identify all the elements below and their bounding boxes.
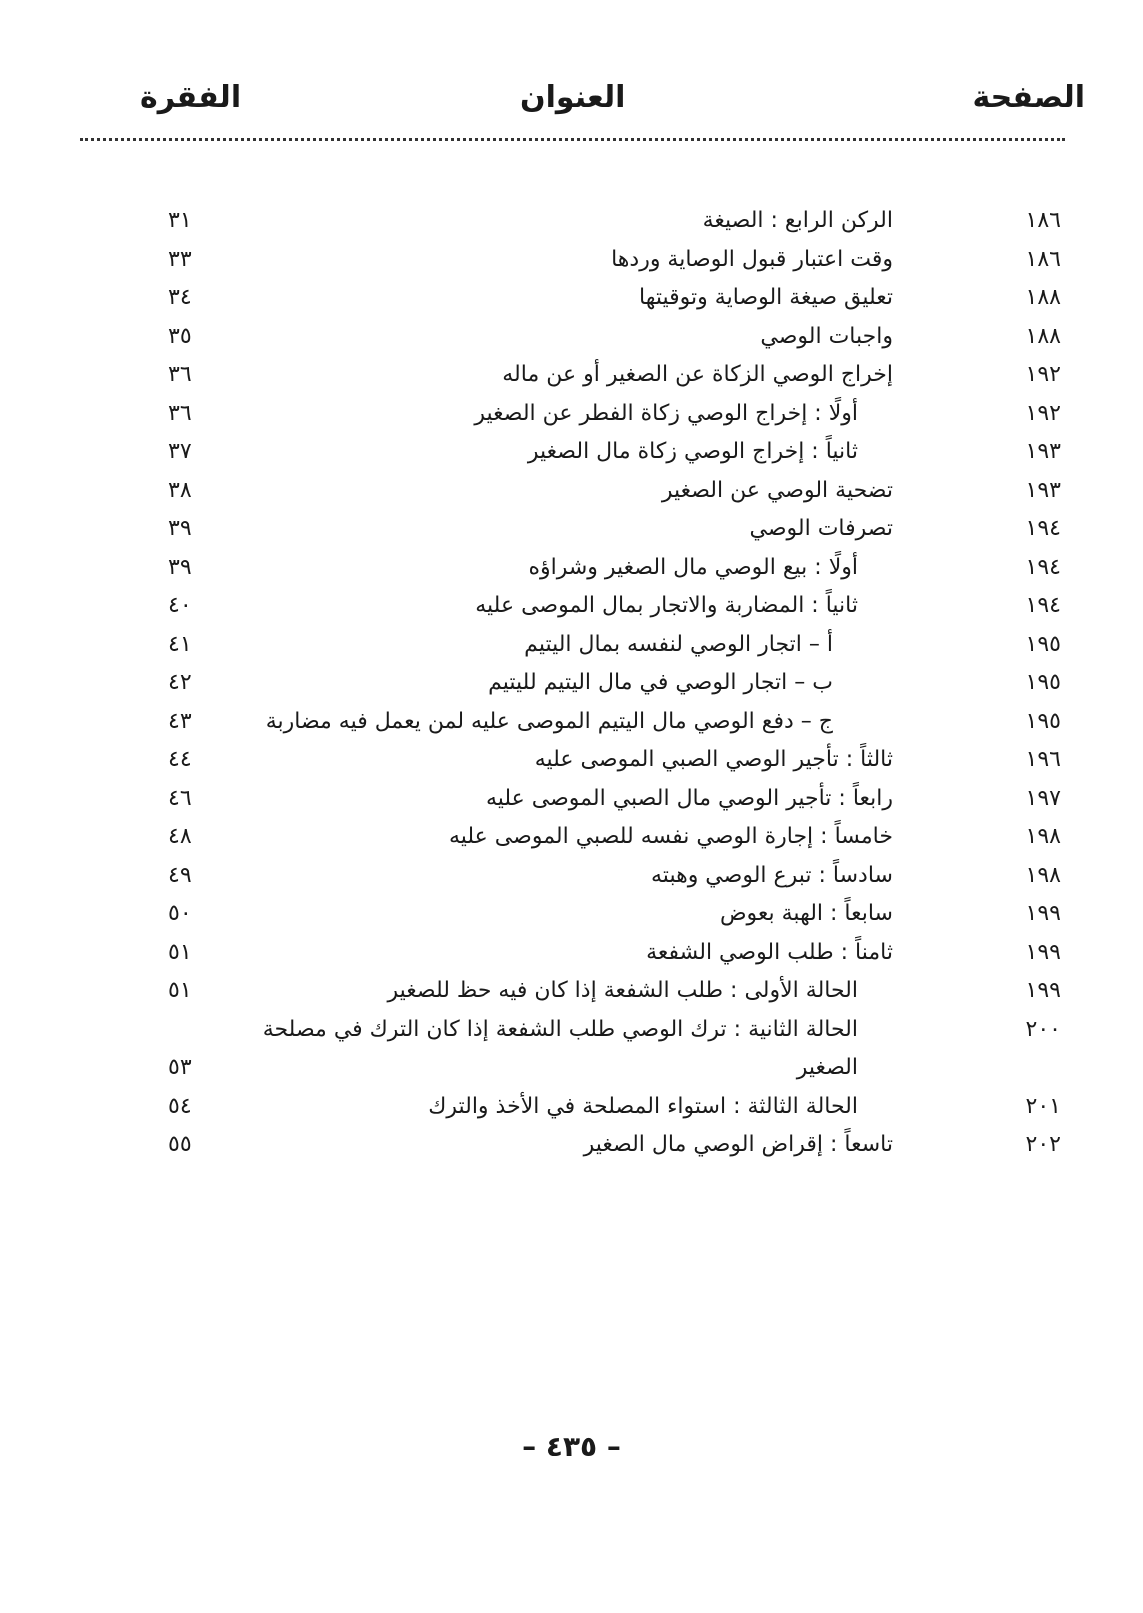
entry-page-number: ١٨٨ <box>1025 285 1061 310</box>
entry-title: ثامناً : طلب الوصي الشفعة <box>646 939 893 965</box>
entry-paragraph-number: ٤٦ <box>168 785 192 811</box>
entry-paragraph-number: ٣٥ <box>168 323 192 349</box>
entry-paragraph-number: ٥٣ <box>168 1054 192 1080</box>
entry-page-number: ١٩٤ <box>1025 554 1061 580</box>
entry-title: تعليق صيغة الوصاية وتوقيتها <box>639 285 893 310</box>
entry-paragraph-number: ٤٢ <box>168 670 192 695</box>
toc-list <box>0 202 1143 1165</box>
toc-entry <box>0 626 1143 665</box>
toc-entry <box>0 1011 1143 1088</box>
entry-paragraph-number: ٣١ <box>168 208 192 233</box>
entry-title: أولًا : بيع الوصي مال الصغير وشراؤه <box>528 554 858 580</box>
entry-page-number: ١٩٨ <box>1025 824 1061 849</box>
entry-title: ثالثاً : تأجير الوصي الصبي الموصى عليه <box>534 747 893 772</box>
header-para-label: الفقرة <box>140 80 242 115</box>
entry-paragraph-number: ٣٨ <box>168 477 192 503</box>
entry-title: ب – اتجار الوصي في مال اليتيم لليتيم <box>488 670 833 695</box>
entry-title: ثانياً : المضاربة والاتجار بمال الموصى عليه <box>475 593 858 618</box>
entry-page-number: ٢٠٢ <box>1025 1132 1061 1157</box>
entry-paragraph-number: ٣٧ <box>168 439 192 464</box>
toc-entry <box>0 318 1143 357</box>
entry-paragraph-number: ٤٣ <box>168 708 192 734</box>
entry-paragraph-number: ٥١ <box>168 939 192 965</box>
toc-entry <box>0 664 1143 703</box>
entry-paragraph-number: ٣٦ <box>168 400 192 426</box>
entry-page-number: ١٩٥ <box>1025 708 1061 734</box>
header-page-label: الصفحة <box>972 80 1085 115</box>
entry-paragraph-number: ٤٠ <box>168 593 192 618</box>
entry-paragraph-number: ٥٤ <box>168 1093 192 1119</box>
entry-paragraph-number: ٣٣ <box>168 246 192 272</box>
toc-entry <box>0 895 1143 934</box>
entry-title: الحالة الثالثة : استواء المصلحة في الأخذ والترك <box>428 1093 858 1119</box>
entry-title: الركن الرابع : الصيغة <box>702 208 893 233</box>
entry-title: أ – اتجار الوصي لنفسه بمال اليتيم <box>524 631 833 657</box>
toc-entry <box>0 433 1143 472</box>
entry-page-number: ١٩٤ <box>1025 593 1061 618</box>
entry-page-number: ١٩٨ <box>1025 862 1061 888</box>
entry-title: وقت اعتبار قبول الوصاية وردها <box>611 246 893 272</box>
toc-entry <box>0 279 1143 318</box>
toc-entry <box>0 472 1143 511</box>
toc-entry <box>0 202 1143 241</box>
entry-title: أولًا : إخراج الوصي زكاة الفطر عن الصغير <box>474 400 858 426</box>
entry-page-number: ٢٠١ <box>1025 1093 1061 1119</box>
toc-entry <box>0 703 1143 742</box>
entry-title: إخراج الوصي الزكاة عن الصغير أو عن ماله <box>502 362 893 387</box>
dotted-divider <box>80 138 1065 141</box>
entry-paragraph-number: ٤٤ <box>168 747 192 772</box>
entry-paragraph-number: ٣٤ <box>168 285 192 310</box>
entry-page-number: ١٩٤ <box>1025 516 1061 541</box>
entry-page-number: ١٩٩ <box>1025 978 1061 1003</box>
entry-title: واجبات الوصي <box>760 323 893 349</box>
entry-page-number: ١٩٥ <box>1025 631 1061 657</box>
entry-page-number: ١٩٢ <box>1025 400 1061 426</box>
entry-title: الحالة الأولى : طلب الشفعة إذا كان فيه حظ للصغير <box>387 978 858 1003</box>
entry-paragraph-number: ٥١ <box>168 978 192 1003</box>
toc-entry <box>0 857 1143 896</box>
entry-page-number: ١٩٣ <box>1025 439 1061 464</box>
entry-page-number: ١٩٥ <box>1025 670 1061 695</box>
toc-entry <box>0 780 1143 819</box>
entry-title: تضحية الوصي عن الصغير <box>661 477 893 503</box>
entry-paragraph-number: ٤٩ <box>168 862 192 888</box>
toc-entry <box>0 241 1143 280</box>
entry-title: سادساً : تبرع الوصي وهبته <box>651 862 893 888</box>
toc-entry <box>0 395 1143 434</box>
toc-entry <box>0 972 1143 1011</box>
entry-paragraph-number: ٥٥ <box>168 1132 192 1157</box>
entry-title: سابعاً : الهبة بعوض <box>719 901 893 926</box>
toc-entry <box>0 510 1143 549</box>
entry-page-number: ١٩٣ <box>1025 477 1061 503</box>
entry-title: تصرفات الوصي <box>749 516 893 541</box>
entry-paragraph-number: ٥٠ <box>168 901 192 926</box>
entry-title: ثانياً : إخراج الوصي زكاة مال الصغير <box>527 439 858 464</box>
entry-title: تاسعاً : إقراض الوصي مال الصغير <box>583 1132 893 1157</box>
entry-page-number: ١٨٦ <box>1025 208 1061 233</box>
header-title-label: العنوان <box>520 80 626 115</box>
entry-page-number: ١٨٨ <box>1025 323 1061 349</box>
toc-entry <box>0 741 1143 780</box>
entry-paragraph-number: ٣٩ <box>168 516 192 541</box>
page-number: – ٤٣٥ – <box>522 1430 621 1463</box>
entry-title: ج – دفع الوصي مال اليتيم الموصى عليه لمن يعمل فيه مضاربة <box>265 708 833 734</box>
entry-title: الحالة الثانية : ترك الوصي طلب الشفعة إذا كان الترك في مصلحة الصغير <box>262 1016 858 1080</box>
toc-entry <box>0 1126 1143 1165</box>
entry-page-number: ١٩٩ <box>1025 939 1061 965</box>
toc-entry <box>0 1088 1143 1127</box>
entry-page-number: ١٩٩ <box>1025 901 1061 926</box>
toc-entry <box>0 587 1143 626</box>
entry-page-number: ١٩٦ <box>1025 747 1061 772</box>
toc-entry <box>0 818 1143 857</box>
entry-paragraph-number: ٤٨ <box>168 824 192 849</box>
entry-page-number: ١٩٢ <box>1025 362 1061 387</box>
toc-entry <box>0 549 1143 588</box>
entry-page-number: ١٩٧ <box>1025 785 1061 811</box>
entry-page-number: ٢٠٠ <box>1025 1016 1061 1042</box>
entry-title: خامساً : إجارة الوصي نفسه للصبي الموصى عليه <box>448 824 893 849</box>
entry-paragraph-number: ٤١ <box>168 631 192 657</box>
toc-entry <box>0 356 1143 395</box>
entry-paragraph-number: ٣٩ <box>168 554 192 580</box>
entry-paragraph-number: ٣٦ <box>168 362 192 387</box>
entry-page-number: ١٨٦ <box>1025 246 1061 272</box>
entry-title: رابعاً : تأجير الوصي مال الصبي الموصى عليه <box>485 785 893 811</box>
toc-entry <box>0 934 1143 973</box>
toc-header <box>0 80 1143 130</box>
